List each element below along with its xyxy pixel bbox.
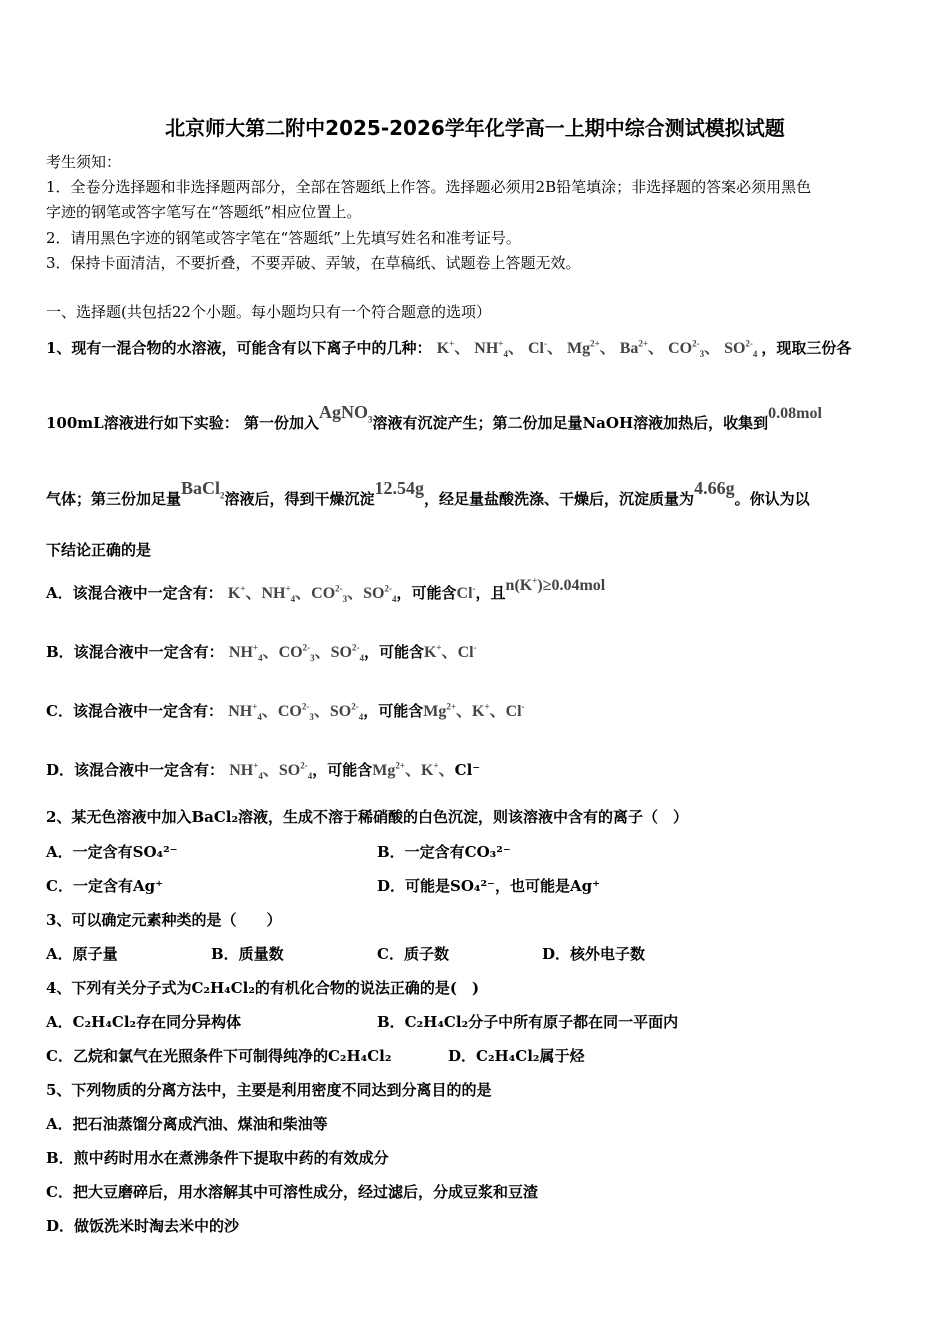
- q1-line-4: 下结论正确的是: [46, 541, 152, 559]
- q5-option-b[interactable]: B．煎中药时用水在煮沸条件下提取中药的有效成分: [46, 1149, 389, 1167]
- q5-option-a[interactable]: A．把石油蒸馏分离成汽油、煤油和柴油等: [46, 1115, 328, 1133]
- precipitate-mass-2: 4.66g: [694, 478, 735, 498]
- q1-line-3: 气体；第三份加足量BaCl$_2$溶液后，得到干燥沉淀12.54g，经足量盐酸洗涤、干燥后，沉淀质量为4.66g。你认为以: [46, 478, 810, 508]
- q4-stem: 4、下列有关分子式为C₂H₄Cl₂的有机化合物的说法正确的是( ): [46, 979, 480, 997]
- q2-option-b[interactable]: B．一定含有CO₃²⁻: [377, 843, 511, 861]
- q1-line-1: [46, 338, 851, 359]
- q2-stem: 2、某无色溶液中加入BaCl₂溶液，生成不溶于稀硝酸的白色沉淀，则该溶液中含有的离子（ ）: [46, 808, 689, 826]
- q5-option-c[interactable]: C．把大豆磨碎后，用水溶解其中可溶性成分，经过滤后，分成豆浆和豆渣: [46, 1183, 538, 1201]
- q1-line-2: 100mL溶液进行如下实验： 第一份加入AgNO$_3$溶液有沉淀产生；第二份加足量NaOH溶液加热后，收集到0.08mol: [46, 402, 822, 432]
- agno3-formula: AgNO$_3$: [318, 402, 373, 425]
- q5-option-d[interactable]: D．做饭洗米时淘去米中的沙: [46, 1217, 240, 1235]
- q2-option-a[interactable]: A．一定含有SO₄²⁻: [46, 843, 178, 861]
- q4-option-c[interactable]: C．乙烷和氯气在光照条件下可制得纯净的C₂H₄Cl₂: [46, 1047, 392, 1065]
- q3-option-c[interactable]: C．质子数: [377, 945, 449, 963]
- q2-option-d[interactable]: D．可能是SO₄²⁻，也可能是Ag⁺: [377, 877, 601, 895]
- ion-list: K+、 $NH^+_4$、 Cl-、 $Mg^{2+}$、 $Ba^{2+}$、 $CO^{2-}_3$、 $SO^{2-}_4$: [436, 338, 758, 360]
- q1-option-b[interactable]: B．该混合液中一定含有： $NH^+_4$、$CO^{2-}_3$、$SO^{2-}_4$，可能含K+、Cl-: [46, 642, 477, 664]
- q1-tail: ，现取三份各: [761, 339, 852, 357]
- q5-stem: 5、下列物质的分离方法中，主要是利用密度不同达到分离目的的是: [46, 1081, 492, 1099]
- q4-option-b[interactable]: B．C₂H₄Cl₂分子中所有原子都在同一平面内: [377, 1013, 679, 1031]
- q3-option-a[interactable]: A．原子量: [46, 945, 118, 963]
- q3-option-d[interactable]: D．核外电子数: [542, 945, 646, 963]
- notice-item-1b: 字迹的钢笔或答字笔写在“答题纸”相应位置上。: [46, 203, 362, 221]
- bacl2-formula: BaCl$_2$: [181, 478, 225, 501]
- section-heading: 一、选择题(共包括22个小题。每小题均只有一个符合题意的选项）: [46, 303, 491, 321]
- precipitate-mass-1: 12.54g: [374, 478, 425, 498]
- gas-amount: 0.08mol: [768, 405, 822, 422]
- notice-item-3: 3．保持卡面清洁，不要折叠，不要弄破、弄皱，在草稿纸、试题卷上答题无效。: [46, 254, 581, 272]
- q1-option-c[interactable]: C．该混合液中一定含有： $NH^+_4$、$CO^{2-}_3$、$SO^{2-}_4$，可能含$Mg^{2+}$、K+、Cl-: [46, 701, 525, 723]
- q1-lead: 1、现有一混合物的水溶液，可能含有以下离子中的几种：: [46, 339, 432, 357]
- page-title: 北京师大第二附中2025-2026学年化学高一上期中综合测试模拟试题: [165, 116, 785, 140]
- q1-option-d[interactable]: D．该混合液中一定含有： $NH^+_4$、$SO^{2-}_4$，可能含$Mg^{2+}$、K+、Cl⁻: [46, 760, 481, 782]
- notice-item-2: 2．请用黑色字迹的钢笔或答字笔在“答题纸”上先填写姓名和准考证号。: [46, 229, 521, 247]
- notice-item-1a: 1．全卷分选择题和非选择题两部分，全部在答题纸上作答。选择题必须用2B铅笔填涂；非选择题的答案必须用黑色: [46, 178, 812, 196]
- q4-option-d[interactable]: D．C₂H₄Cl₂属于烃: [448, 1047, 585, 1065]
- q2-option-c[interactable]: C．一定含有Ag⁺: [46, 877, 163, 895]
- q1-option-a[interactable]: A．该混合液中一定含有： K+、$NH^+_4$、$CO^{2-}_3$、$SO^{2-}_4$，可能含Cl-，且n(K+)≥0.04mol: [46, 575, 606, 605]
- q4-option-a[interactable]: A．C₂H₄Cl₂存在同分异构体: [46, 1013, 242, 1031]
- notice-heading: 考生须知：: [46, 153, 122, 171]
- q3-stem: 3、可以确定元素种类的是（ ）: [46, 911, 282, 929]
- k-amount-condition: n(K+)≥0.04mol: [505, 575, 606, 594]
- q3-option-b[interactable]: B．质量数: [211, 945, 284, 963]
